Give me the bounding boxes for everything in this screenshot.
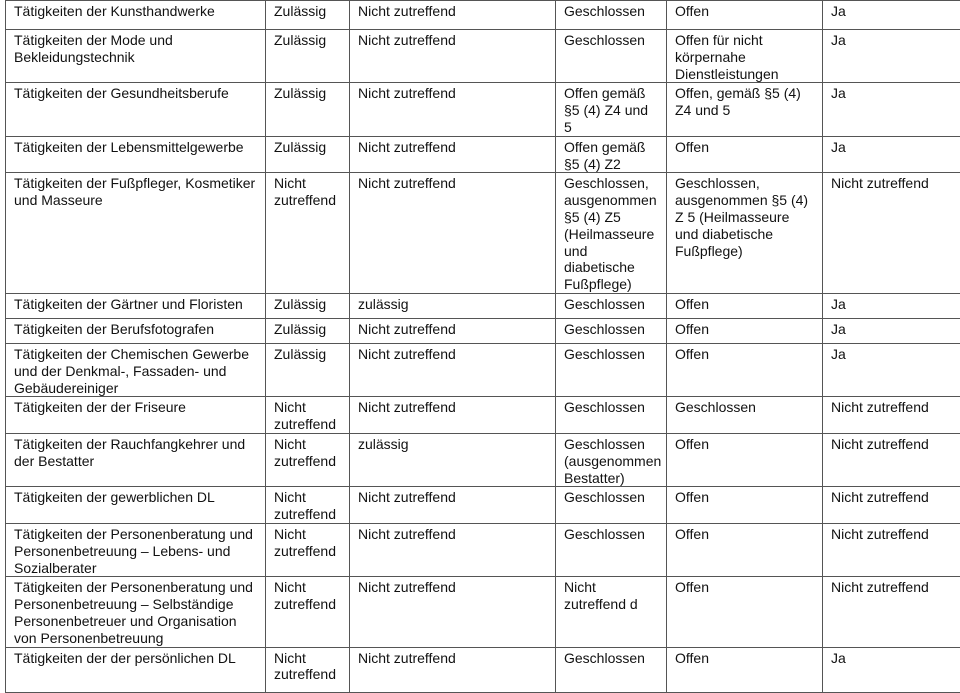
cell-col-2: Nicht zutreffend [266,647,350,692]
cell-col-2: Zulässig [266,136,350,173]
table-row [6,30,960,83]
cell-col-5: Offen [667,318,823,343]
cell-col-3: Nicht zutreffend [350,136,556,173]
cell-col-4: Geschlossen [556,487,667,524]
cell-activity: Tätigkeiten der Kunsthandwerke [6,1,266,30]
cell-col-5: Offen [667,577,823,647]
table-row [6,523,960,576]
cell-col-6: Ja [823,318,960,343]
cell-col-6: Ja [823,293,960,318]
table-body [6,1,960,693]
cell-col-4: Geschlossen [556,318,667,343]
cell-col-5: Offen [667,523,823,576]
table-row [6,318,960,343]
cell-activity: Tätigkeiten der Gärtner und Floristen [6,293,266,318]
cell-activity: Tätigkeiten der Berufsfotografen [6,318,266,343]
cell-activity: Tätigkeiten der gewerblichen DL [6,487,266,524]
cell-col-4: Geschlossen [556,30,667,83]
cell-col-2: Nicht zutreffend [266,487,350,524]
table-row [6,1,960,30]
cell-col-2: Nicht zutreffend [266,523,350,576]
cell-col-6: Nicht zutreffend [823,173,960,294]
cell-col-3: Nicht zutreffend [350,397,556,434]
cell-col-4: Geschlossen, ausgenommen §5 (4) Z5 (Heilmasseure und diabetische Fußpflege) [556,173,667,294]
cell-activity: Tätigkeiten der Rauchfangkehrer und der Bestatter [6,433,266,486]
cell-col-3: Nicht zutreffend [350,577,556,647]
cell-col-4: Geschlossen [556,1,667,30]
cell-col-2: Zulässig [266,83,350,136]
cell-activity: Tätigkeiten der Fußpfleger, Kosmetiker und Masseure [6,173,266,294]
cell-col-6: Ja [823,647,960,692]
cell-col-2: Zulässig [266,1,350,30]
cell-col-5: Geschlossen [667,397,823,434]
cell-col-4: Offen gemäß §5 (4) Z2 [556,136,667,173]
table-row [6,433,960,486]
cell-col-4: Geschlossen [556,343,667,396]
cell-col-6: Ja [823,343,960,396]
table-row [6,293,960,318]
cell-col-6: Ja [823,1,960,30]
cell-col-4: Nicht zutreffend d [556,577,667,647]
cell-col-3: zulässig [350,293,556,318]
cell-col-3: Nicht zutreffend [350,487,556,524]
cell-col-5: Offen [667,433,823,486]
cell-col-3: Nicht zutreffend [350,647,556,692]
cell-col-5: Offen [667,343,823,396]
cell-col-4: Geschlossen [556,523,667,576]
table-row [6,577,960,647]
cell-col-5: Offen [667,293,823,318]
cell-col-6: Ja [823,136,960,173]
cell-activity: Tätigkeiten der der Friseure [6,397,266,434]
cell-col-4: Geschlossen (ausgenommen Bestatter) [556,433,667,486]
cell-activity: Tätigkeiten der Mode und Bekleidungstechnik [6,30,266,83]
cell-col-2: Nicht zutreffend [266,397,350,434]
cell-col-4: Offen gemäß §5 (4) Z4 und 5 [556,83,667,136]
table-row [6,173,960,294]
cell-activity: Tätigkeiten der Personenberatung und Personenbetreuung – Lebens- und Sozialberater [6,523,266,576]
cell-col-6: Ja [823,30,960,83]
cell-col-6: Nicht zutreffend [823,433,960,486]
table-row [6,83,960,136]
table-row [6,487,960,524]
cell-activity: Tätigkeiten der Personenberatung und Personenbetreuung – Selbständige Personenbetreuer und Organisation von Personenbetreuung [6,577,266,647]
cell-col-5: Offen, gemäß §5 (4) Z4 und 5 [667,83,823,136]
cell-col-5: Offen [667,487,823,524]
cell-col-3: Nicht zutreffend [350,83,556,136]
cell-activity: Tätigkeiten der Gesundheitsberufe [6,83,266,136]
cell-col-3: Nicht zutreffend [350,523,556,576]
cell-col-2: Zulässig [266,318,350,343]
cell-col-2: Zulässig [266,30,350,83]
regulations-table [5,0,960,693]
cell-col-2: Nicht zutreffend [266,577,350,647]
table-row [6,397,960,434]
cell-col-5: Offen [667,647,823,692]
table-row [6,647,960,692]
cell-col-5: Offen [667,1,823,30]
cell-col-3: Nicht zutreffend [350,1,556,30]
cell-col-5: Offen für nicht körpernahe Dienstleistungen [667,30,823,83]
cell-col-2: Nicht zutreffend [266,173,350,294]
cell-col-5: Offen [667,136,823,173]
table-row [6,136,960,173]
cell-col-3: Nicht zutreffend [350,343,556,396]
cell-activity: Tätigkeiten der Lebensmittelgewerbe [6,136,266,173]
cell-col-6: Nicht zutreffend [823,397,960,434]
cell-col-4: Geschlossen [556,397,667,434]
cell-col-3: Nicht zutreffend [350,318,556,343]
cell-col-2: Nicht zutreffend [266,433,350,486]
cell-activity: Tätigkeiten der Chemischen Gewerbe und der Denkmal-, Fassaden- und Gebäudereiniger [6,343,266,396]
table-row [6,343,960,396]
cell-col-4: Geschlossen [556,293,667,318]
cell-col-2: Zulässig [266,293,350,318]
cell-col-2: Zulässig [266,343,350,396]
cell-col-6: Nicht zutreffend [823,577,960,647]
cell-col-6: Nicht zutreffend [823,523,960,576]
cell-col-4: Geschlossen [556,647,667,692]
cell-col-3: Nicht zutreffend [350,173,556,294]
cell-activity: Tätigkeiten der der persönlichen DL [6,647,266,692]
cell-col-3: Nicht zutreffend [350,30,556,83]
cell-col-6: Ja [823,83,960,136]
cell-col-5: Geschlossen, ausgenommen §5 (4) Z 5 (Heilmasseure und diabetische Fußpflege) [667,173,823,294]
cell-col-3: zulässig [350,433,556,486]
cell-col-6: Nicht zutreffend [823,487,960,524]
